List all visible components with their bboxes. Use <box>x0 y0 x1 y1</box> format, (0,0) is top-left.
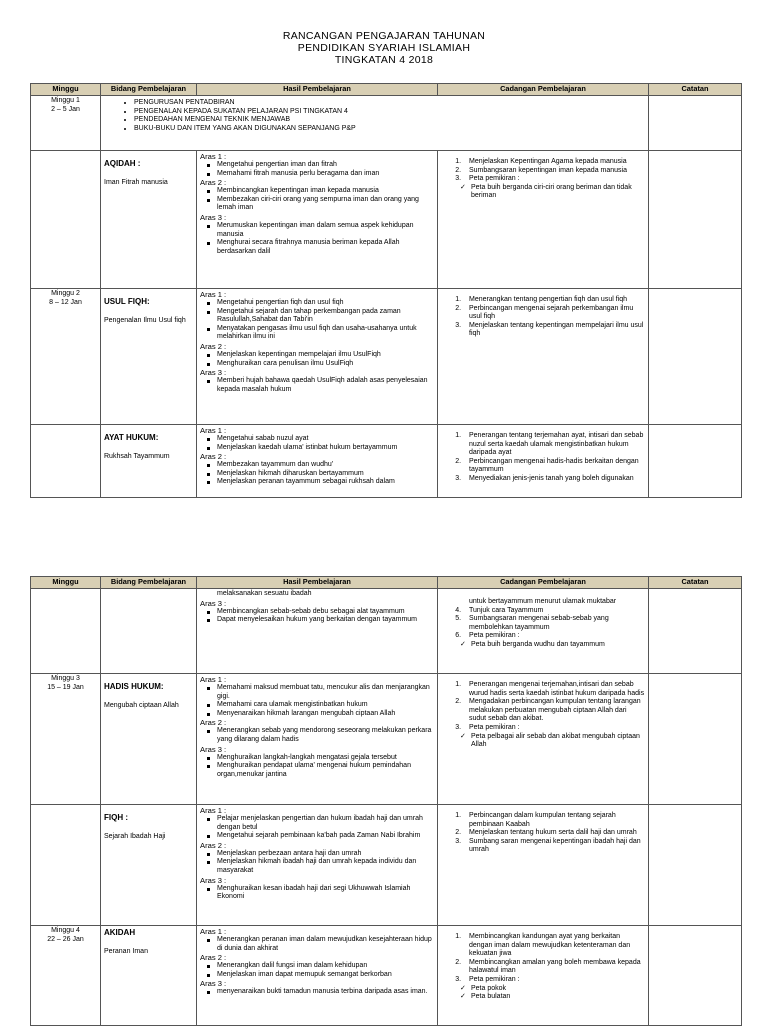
continued-text: untuk bertayammum menurut ulamak muktabar <box>469 598 617 605</box>
bidang-cell <box>101 674 197 805</box>
table-row-ayat-hukum <box>31 425 742 498</box>
cadangan-cell <box>438 425 649 498</box>
document-title <box>0 30 768 66</box>
aras-3-label: Aras 3 : <box>200 212 227 222</box>
table-row-aqidah <box>31 151 742 289</box>
aras-2-label: Aras 2 : <box>200 718 227 728</box>
header-cadangan: Cadangan Pembelajaran <box>438 577 649 589</box>
list-item: Membezakan tayammum dan wudhu' <box>217 461 434 470</box>
list-item: Menghuraikan kesan ibadah haji dari segi Ukhuwwah Islamiah Ekonomi <box>217 885 434 902</box>
aras-2-label: Aras 2 : <box>200 840 227 850</box>
list-item: Memahami maksud membuat tatu, mencukur alis dan menjarangkan gigi. <box>217 684 434 701</box>
list-item: 1. Perbincangan dalam kumpulan tentang sejarah pembinaan Kaabah <box>463 812 645 829</box>
aras-1-label: Aras 1 : <box>200 927 227 936</box>
aras-2-label: Aras 2 : <box>200 953 227 963</box>
catatan-cell <box>649 926 742 1026</box>
bidang-cell <box>101 289 197 425</box>
catatan-cell <box>649 805 742 926</box>
week-cell <box>31 96 101 151</box>
topic-subtitle: Sejarah Ibadah Haji <box>104 832 166 840</box>
hasil-cell <box>197 425 438 498</box>
list-item: • PENGURUSAN PENTADBIRAN <box>134 99 645 108</box>
week-label: Minggu 4 <box>51 927 80 934</box>
list-item: 3. Sumbang saran mengenai kepentingan ibadah haji dan umrah <box>463 838 645 855</box>
table-row-minggu-1 <box>31 96 742 151</box>
header-bidang: Bidang Pembelajaran <box>101 84 197 96</box>
aras-2-label: Aras 2 : <box>200 178 227 188</box>
list-item: Mengetahui sejarah dan tahap perkembangan pada zaman Rasulullah,Sahabat dan Tabi'in <box>217 308 434 325</box>
list-item: Menerangkan peranan iman dalam mewujudkan kesejahteraan hidup di dunia dan akhirat <box>217 936 434 953</box>
list-item: 6. Peta pemikiran : <box>463 632 645 641</box>
header-catatan: Catatan <box>649 84 742 96</box>
title-line-3: TINGKATAN 4 2018 <box>334 54 434 66</box>
aras-1-label: Aras 1 : <box>200 806 227 815</box>
week-cell <box>31 289 101 425</box>
topic-subtitle: Rukhsah Tayammum <box>104 452 170 460</box>
list-item: 2. Perbincangan mengenai sejarah perkembangan ilmu usul fiqh <box>463 305 645 322</box>
aras-3-label: Aras 3 : <box>200 979 227 989</box>
bidang-cell <box>101 425 197 498</box>
topic-title: AYAT HUKUM: <box>104 433 159 442</box>
aras-3-label: Aras 3 : <box>200 875 227 885</box>
list-item: Menjelaskan hikmah ibadah haji dan umrah kepada individu dan masyarakat <box>217 858 434 875</box>
list-item: Menghuraikan pendapat ulama' mengenai hukum pemindahan organ,menukar jantina <box>217 762 434 779</box>
list-item: Memahami cara ulamak mengistinbatkan hukum <box>217 701 434 710</box>
week-label: Minggu 3 <box>51 675 80 682</box>
list-item: 3. Peta pemikiran : <box>463 175 645 184</box>
lesson-plan-table-page-2 <box>30 576 742 1026</box>
aras-2-label: Aras 2 : <box>200 452 227 462</box>
aras-1-label: Aras 1 : <box>200 675 227 684</box>
hasil-cell <box>197 589 438 674</box>
catatan-cell <box>649 425 742 498</box>
hasil-cell <box>197 674 438 805</box>
table-row-minggu-4 <box>31 926 742 1026</box>
list-item: 2. Membincangkan amalan yang boleh membawa kepada halawatul iman <box>463 959 645 976</box>
table-row-minggu-2 <box>31 289 742 425</box>
list-item: Menghuraikan langkah-langkah mengatasi gejala tersebut <box>217 754 434 763</box>
topic-title: FIQH : <box>104 813 128 822</box>
aras-1-label: Aras 1 : <box>200 152 227 161</box>
list-item: 1. Penerangan tentang terjemahan ayat, intisari dan sebab nuzul serta kaedah ulamak mengistinbatkan hukum daripada ayat <box>463 432 645 458</box>
list-item: 3. Menyediakan jenis-jenis tanah yang boleh digunakan <box>463 475 645 484</box>
topic-subtitle: Iman Fitrah manusia <box>104 178 168 186</box>
header-minggu: Minggu <box>31 577 101 589</box>
continued-text: melaksanakan sesuatu ibadah <box>217 590 312 597</box>
list-item: Memberi hujah bahawa qaedah UsulFiqh adalah asas penyelesaian kepada masalah hukum <box>217 377 434 394</box>
list-item: • PENDEDAHAN MENGENAI TEKNIK MENJAWAB <box>134 116 645 125</box>
list-item: 1. Penerangan mengenai terjemahan,intisari dan sebab wurud hadis serta kaedah istinbat hukum daripada hadis <box>463 681 645 698</box>
bidang-cell <box>101 926 197 1026</box>
cadangan-cell <box>438 589 649 674</box>
list-item: Menghuraikan cara penulisan ilmu UsulFiqh <box>217 360 434 369</box>
table-row-continuation <box>31 589 742 674</box>
aras-2-label: Aras 2 : <box>200 341 227 351</box>
header-cadangan: Cadangan Pembelajaran <box>438 84 649 96</box>
list-item: Membincangkan kepentingan iman kepada manusia <box>217 187 434 196</box>
list-item: 3. Peta pemikiran : <box>463 724 645 733</box>
topic-title: AKIDAH <box>104 928 136 937</box>
list-item: Mengetahui sejarah pembinaan ka'bah pada Zaman Nabi Ibrahim <box>217 832 434 841</box>
list-item: 2. Sumbangsaran kepentingan iman kepada manusia <box>463 167 645 176</box>
aras-3-label: Aras 3 : <box>200 744 227 754</box>
week-cell <box>31 674 101 805</box>
list-item: Menjelaskan perbezaan antara haji dan umrah <box>217 850 434 859</box>
hasil-cell <box>197 151 438 289</box>
list-item: Mengetahui sabab nuzul ayat <box>217 435 434 444</box>
list-item: Menerangkan dalil fungsi iman dalam kehidupan <box>217 962 434 971</box>
list-item: 2. Mengadakan perbincangan kumpulan tentang larangan melakukan perbuatan mengubah ciptaan Allah dari sudut sebab dan akibat. <box>463 698 645 724</box>
list-item: 1. Membincangkan kandungan ayat yang berkaitan dengan iman dalam mewujudkan ketenteraman dan kekuatan jiwa <box>463 933 645 959</box>
table-header-row <box>31 84 742 96</box>
title-line-1: RANCANGAN PENGAJARAN TAHUNAN <box>282 30 486 42</box>
week-date: 22 – 26 Jan <box>47 935 84 943</box>
topic-subtitle: Peranan Iman <box>104 947 148 955</box>
table-header-row <box>31 577 742 589</box>
aras-1-label: Aras 1 : <box>200 426 227 435</box>
list-item: ✓ Peta bulatan <box>471 993 645 1002</box>
list-item: 4. Tunjuk cara Tayammum <box>463 607 645 616</box>
header-hasil: Hasil Pembelajaran <box>197 577 438 589</box>
list-item: Menyenaraikan hikmah larangan mengubah ciptaan Allah <box>217 710 434 719</box>
list-item: ✓ Peta pokok <box>471 985 645 994</box>
intro-items-cell <box>101 96 649 151</box>
list-item: 2. Menjelaskan tentang hukum serta dalil haji dan umrah <box>463 829 645 838</box>
aras-3-label: Aras 3 : <box>200 368 227 378</box>
week-cell <box>31 926 101 1026</box>
list-item: 3. Menjelaskan tentang kepentingan mempelajari ilmu usul fiqh <box>463 322 645 339</box>
hasil-cell <box>197 926 438 1026</box>
list-item: Membincangkan sebab-sebab debu sebagai alat tayammum <box>217 608 434 617</box>
week-cell <box>31 589 101 674</box>
header-hasil: Hasil Pembelajaran <box>197 84 438 96</box>
list-item: ✓ Peta buih berganda wudhu dan tayammum <box>471 641 645 650</box>
list-item: Menjelaskan kaedah ulama' istinbat hukum bertayammum <box>217 444 434 453</box>
list-item: Mengetahui pengertian iman dan fitrah <box>217 161 434 170</box>
list-item: 3. Peta pemikiran : <box>463 976 645 985</box>
week-date: 15 – 19 Jan <box>47 683 84 691</box>
cadangan-cell <box>438 926 649 1026</box>
list-item: Menjelaskan kepentingan mempelajari ilmu UsulFiqh <box>217 351 434 360</box>
cadangan-cell <box>438 805 649 926</box>
header-bidang: Bidang Pembelajaran <box>101 577 197 589</box>
cadangan-cell <box>438 151 649 289</box>
week-cell <box>31 151 101 289</box>
topic-subtitle: Pengenalan Ilmu Usul fiqh <box>104 316 186 324</box>
catatan-cell <box>649 96 742 151</box>
catatan-cell <box>649 151 742 289</box>
list-item: 2. Perbincangan mengenai hadis-hadis berkaitan dengan tayammum <box>463 458 645 475</box>
week-label: Minggu 2 <box>51 290 80 297</box>
list-item: Membezakan ciri-ciri orang yang sempurna iman dan orang yang lemah iman <box>217 196 434 213</box>
list-item: • PENGENALAN KEPADA SUKATAN PELAJARAN PSI TINGKATAN 4 <box>134 108 645 117</box>
list-item: menyenaraikan bukti tamadun manusia terbina daripada asas iman. <box>217 988 434 997</box>
title-line-2: PENDIDIKAN SYARIAH ISLAMIAH <box>297 42 471 54</box>
list-item: 1. Menerangkan tentang pengertian fiqh dan usul fiqh <box>463 296 645 305</box>
list-item: ✓ Peta pelbagai alir sebab dan akibat mengubah ciptaan Allah <box>471 733 645 750</box>
bidang-cell <box>101 589 197 674</box>
week-date: 8 – 12 Jan <box>49 298 82 306</box>
cadangan-cell <box>438 289 649 425</box>
bidang-cell <box>101 151 197 289</box>
topic-title: HADIS HUKUM: <box>104 682 164 691</box>
list-item: ✓ Peta buih berganda ciri-ciri orang beriman dan tidak beriman <box>471 184 645 201</box>
list-item: Menjelaskan iman dapat memupuk semangat berkorban <box>217 971 434 980</box>
bidang-cell <box>101 805 197 926</box>
week-date: 2 – 5 Jan <box>51 105 80 113</box>
lesson-plan-table-page-1 <box>30 83 742 498</box>
list-item: Dapat menyelesaikan hukum yang berkaitan dengan tayammum <box>217 616 434 625</box>
table-row-minggu-3 <box>31 674 742 805</box>
list-item: 1. Menjelaskan Kepentingan Agama kepada manusia <box>463 158 645 167</box>
cadangan-cell <box>438 674 649 805</box>
list-item: Memahami fitrah manusia perlu beragama dan iman <box>217 170 434 179</box>
week-cell <box>31 805 101 926</box>
topic-title: AQIDAH : <box>104 159 141 168</box>
table-row-fiqh <box>31 805 742 926</box>
week-cell <box>31 425 101 498</box>
list-item: Mengetahui pengertian fiqh dan usul fiqh <box>217 299 434 308</box>
list-item: Menjelaskan peranan tayammum sebagai rukhsah dalam <box>217 478 434 487</box>
list-item: Menjelaskan hikmah diharuskan bertayammum <box>217 470 434 479</box>
catatan-cell <box>649 589 742 674</box>
list-item: 5. Sumbangsaran mengenai sebab-sebab yang membolehkan tayammum <box>463 615 645 632</box>
catatan-cell <box>649 674 742 805</box>
list-item: Merumuskan kepentingan iman dalam semua aspek kehidupan manusia <box>217 222 434 239</box>
topic-title: USUL FIQH: <box>104 297 150 306</box>
header-catatan: Catatan <box>649 577 742 589</box>
hasil-cell <box>197 289 438 425</box>
list-item: Menghurai secara fitrahnya manusia beriman kepada Allah berdasarkan dalil <box>217 239 434 256</box>
week-label: Minggu 1 <box>51 97 80 104</box>
intro-list <box>104 99 645 133</box>
hasil-cell <box>197 805 438 926</box>
topic-subtitle: Mengubah ciptaan Allah <box>104 701 179 709</box>
aras-1-label: Aras 1 : <box>200 290 227 299</box>
list-item: Pelajar menjelaskan pengertian dan hukum ibadah haji dan umrah dengan betul <box>217 815 434 832</box>
list-item: • BUKU-BUKU DAN ITEM YANG AKAN DIGUNAKAN SEPANJANG P&P <box>134 125 645 134</box>
catatan-cell <box>649 289 742 425</box>
list-item: Menyatakan pengasas ilmu usul fiqh dan usaha-usahanya untuk melahirkan ilmu ini <box>217 325 434 342</box>
header-minggu: Minggu <box>31 84 101 96</box>
aras-3-label: Aras 3 : <box>200 598 227 608</box>
list-item: Menerangkan sebab yang mendorong seseorang melakukan perkara yang dilarang dalam hadis <box>217 727 434 744</box>
